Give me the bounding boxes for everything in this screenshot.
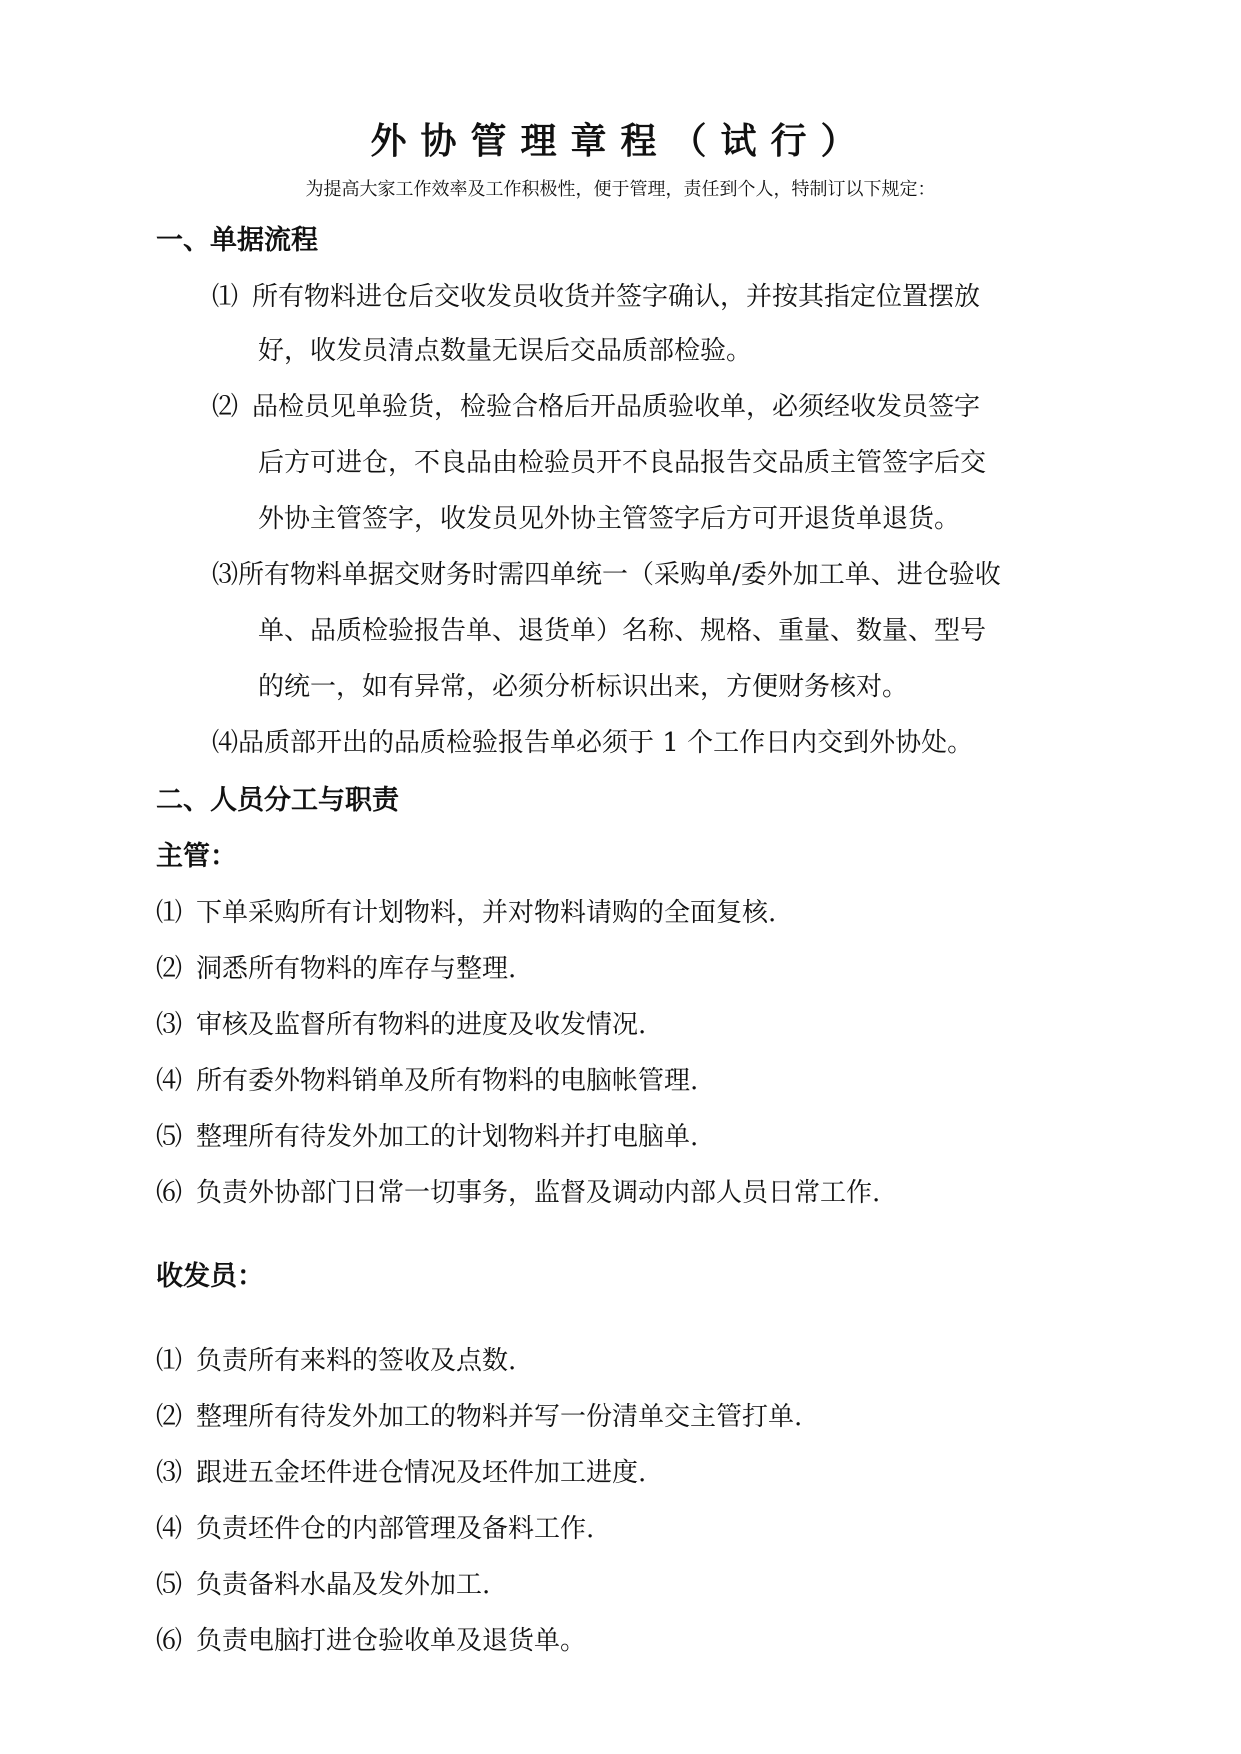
flow-item-3-line-2: 单、品质检验报告单、退货单）名称、规格、重量、数量、型号: [258, 616, 987, 646]
flow-item-2-line-3: 外协主管签字，收发员见外协主管签字后方可开退货单退货。: [258, 504, 961, 534]
flow-item-2-line-2: 后方可进仓，不良品由检验员开不良品报告交品质主管签字后交: [258, 448, 987, 478]
item-number: ⑷: [212, 728, 239, 758]
flow-item-3-line-3: 的统一，如有异常，必须分析标识出来，方便财务核对。: [258, 672, 909, 702]
item-number: ⑴: [212, 282, 239, 312]
item-number: ⑶: [212, 560, 239, 590]
item-number: ⑵: [212, 392, 239, 422]
flow-item-3-line-1: ⑶所有物料单据交财务时需四单统一（采购单/委外加工单、进仓验收: [212, 560, 1001, 590]
supervisor-duty-1: ⑴ 下单采购所有计划物料，并对物料请购的全面复核.: [156, 898, 777, 928]
flow-item-4-line-1: ⑷品质部开出的品质检验报告单必须于 1 个工作日内交到外协处。: [212, 728, 974, 758]
clerk-duty-5: ⑸ 负责备料水晶及发外加工.: [156, 1570, 491, 1600]
document-title: 外协管理章程（试行）: [370, 120, 871, 162]
role-label-supervisor: 主管：: [156, 841, 237, 872]
supervisor-duty-5: ⑸ 整理所有待发外加工的计划物料并打电脑单.: [156, 1122, 699, 1152]
flow-item-1-line-1: ⑴ 所有物料进仓后交收发员收货并签字确认，并按其指定位置摆放: [212, 278, 980, 316]
clerk-duty-3: ⑶ 跟进五金坯件进仓情况及坯件加工进度.: [156, 1458, 647, 1488]
section-heading-staff-duties: 二、人员分工与职责: [156, 785, 399, 816]
intro-text: 为提高大家工作效率及工作积极性，便于管理，责任到个人，特制订以下规定：: [305, 179, 936, 200]
role-label-clerk: 收发员：: [156, 1261, 264, 1292]
supervisor-duty-4: ⑷ 所有委外物料销单及所有物料的电脑帐管理.: [156, 1066, 699, 1096]
clerk-duty-1: ⑴ 负责所有来料的签收及点数.: [156, 1346, 517, 1376]
section-heading-document-flow: 一、单据流程: [156, 225, 318, 256]
flow-item-1-line-2: 好，收发员清点数量无误后交品质部检验。: [258, 336, 753, 366]
clerk-duty-2: ⑵ 整理所有待发外加工的物料并写一份清单交主管打单.: [156, 1402, 803, 1432]
supervisor-duty-6: ⑹ 负责外协部门日常一切事务，监督及调动内部人员日常工作.: [156, 1178, 881, 1208]
clerk-duty-6: ⑹ 负责电脑打进仓验收单及退货单。: [156, 1626, 587, 1656]
supervisor-duty-3: ⑶ 审核及监督所有物料的进度及收发情况.: [156, 1010, 647, 1040]
flow-item-2-line-1: ⑵ 品检员见单验货，检验合格后开品质验收单，必须经收发员签字: [212, 388, 980, 426]
supervisor-duty-2: ⑵ 洞悉所有物料的库存与整理.: [156, 954, 517, 984]
clerk-duty-4: ⑷ 负责坯件仓的内部管理及备料工作.: [156, 1514, 595, 1544]
